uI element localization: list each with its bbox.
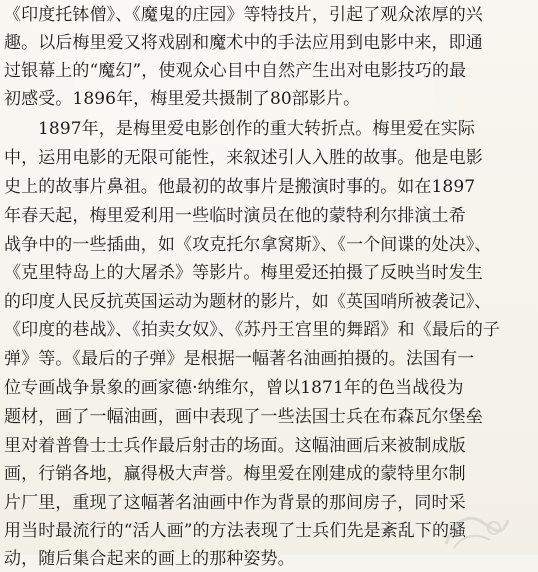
watermark-seal-icon	[436, 508, 516, 556]
text-line: 里对着普鲁士士兵作最后射击的场面。这幅油画后来被制成版	[4, 436, 466, 456]
text-line: 题材，画了一幅油画，画中表现了一些法国士兵在布森瓦尔堡垒	[4, 407, 483, 427]
text-line: 《印度托钵僧》、《魔鬼的庄园》等特技片，引起了观众浓厚的兴	[4, 5, 483, 25]
text-line: 弹》等。《最后的子弹》是根据一幅著名油画拍摄的。法国有一	[4, 349, 475, 369]
text-line: 位专画战争景象的画家德·纳维尔，曾以1871年的色当战役为	[4, 378, 464, 398]
text-line: 史上的故事片鼻祖。他最初的故事片是搬演时事的。如在1897	[4, 177, 476, 197]
text-line: 中，运用电影的无限可能性，来叙述引人入胜的故事。他是电影	[4, 148, 483, 168]
text-line: 《克里特岛上的大屠杀》等影片。梅里爱还拍摄了反映当时发生	[4, 263, 483, 283]
text-line: 画，行销各地，赢得极大声誉。梅里爱在刚建成的蒙特里尔制	[4, 464, 466, 484]
text-line: 《印度的巷战》、《拍卖女奴》、《苏丹王宫里的舞蹈》和《最后的子	[4, 320, 501, 340]
text-line: 1897年，是梅里爱电影创作的重大转折点。梅里爱在实际	[38, 119, 475, 139]
text-line: 战争中的一些插曲，如《攻克托尔拿窝斯》、《一个间谍的处决》、	[4, 235, 492, 255]
text-line: 用当时最流行的“活人画”的方法表现了士兵们先是紊乱下的骚	[4, 521, 467, 541]
text-line: 年春天起，梅里爱利用一些临时演员在他的蒙特利尔排演土希	[4, 206, 466, 226]
text-line: 片厂里，重现了这幅著名油画中作为背景的那间房子，同时采	[4, 493, 466, 513]
text-line: 过银幕上的“魔幻”，使观众心目中自然产生出对电影技巧的最	[4, 61, 467, 81]
text-line: 动，随后集合起来的画上的那种姿势。	[4, 549, 295, 569]
text-line: 趣。以后梅里爱又将戏剧和魔术中的手法应用到电影中来，即通	[4, 33, 483, 53]
text-line: 的印度人民反抗英国运动为题材的影片，如《英国哨所被袭记》、	[4, 292, 492, 312]
text-line: 初感受。1896年，梅里爱共摄制了80部影片。	[4, 89, 361, 109]
